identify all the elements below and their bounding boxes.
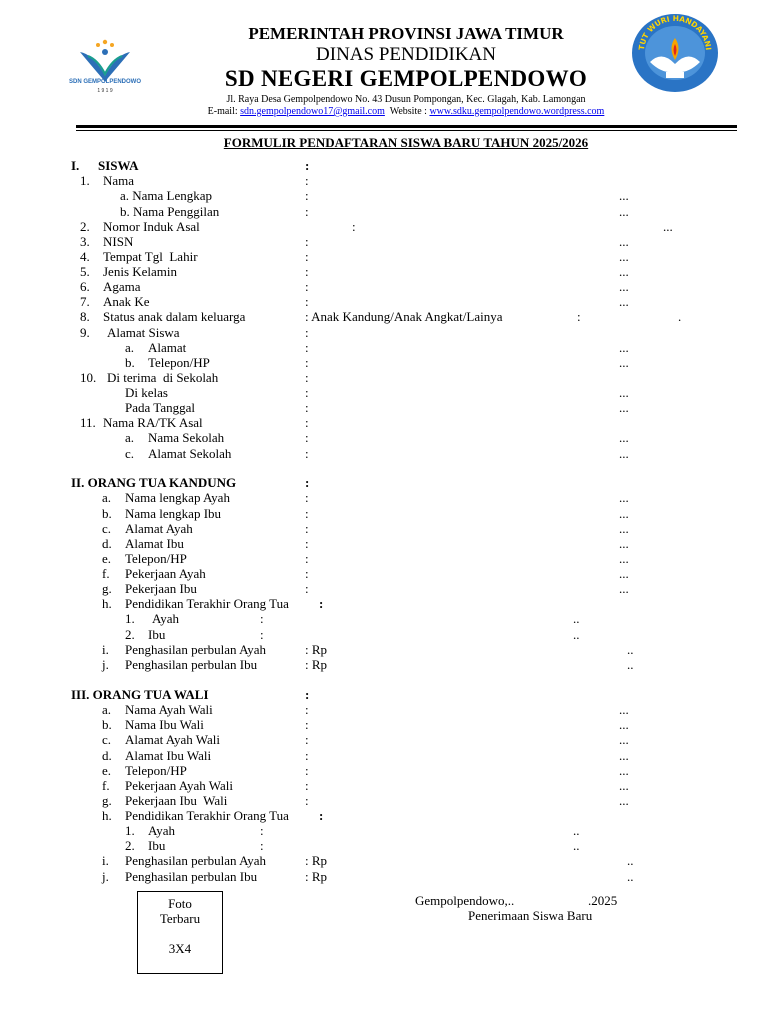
form-line-text: ... — [619, 778, 629, 793]
form-line-text: Di kelas — [125, 385, 168, 400]
form-line-text: ... — [619, 249, 629, 264]
form-line-text: Pada Tanggal — [125, 400, 195, 415]
photo-box — [137, 891, 223, 974]
form-line-text: Tempat Tgl Lahir — [103, 249, 198, 264]
email-link[interactable]: sdn.gempolpendowo17@gmail.com — [240, 106, 385, 117]
form-line-text: II. ORANG TUA KANDUNG — [71, 475, 237, 490]
form-line-text: : — [305, 446, 309, 461]
form-line-text: : — [260, 611, 264, 626]
form-line-text: ... — [619, 506, 629, 521]
form-line-text: : — [305, 430, 309, 445]
form-line-text: I. — [71, 158, 80, 173]
form-line-text: ... — [619, 702, 629, 717]
form-line-text: : — [305, 793, 309, 808]
form-line-text: d. — [102, 748, 112, 763]
header-rule-thin — [76, 130, 737, 131]
form-line-text: f. — [102, 566, 110, 581]
photo-size: 3X4 — [168, 941, 192, 956]
form-line-text: 1. — [80, 173, 90, 188]
form-line-text: SISWA — [98, 158, 139, 173]
form-line-text: Nama lengkap Ayah — [125, 490, 230, 505]
form-line-text: b. — [125, 355, 135, 370]
form-line-text: ... — [619, 717, 629, 732]
form-line-text: .. — [627, 657, 634, 672]
form-line-text: d. — [102, 536, 112, 551]
signature-place-date: Gempolpendowo,.. — [415, 893, 515, 908]
form-line-text: ... — [619, 763, 629, 778]
form-line-text: Anak Ke — [103, 294, 150, 309]
form-line-text: ... — [619, 566, 629, 581]
form-line-text: Nama Ayah Wali — [125, 702, 213, 717]
form-line-text: : Rp — [305, 657, 328, 672]
email-label: E-mail: — [207, 106, 241, 117]
form-line-text: : — [305, 340, 309, 355]
logo-year: 1 9 1 9 — [97, 88, 113, 94]
form-line-text: 4. — [80, 249, 90, 264]
form-line-text: Pekerjaan Ibu — [125, 581, 197, 596]
form-line-text: : — [305, 264, 309, 279]
form-line-text: : — [305, 566, 309, 581]
form-line-text: a. — [102, 702, 112, 717]
form-line-text: Telepon/HP — [125, 551, 187, 566]
school-name: SD NEGERI GEMPOLPENDOWO — [224, 66, 588, 91]
form-line-text: : — [305, 400, 309, 415]
form-line-text: ... — [619, 188, 629, 203]
form-line-text: ... — [619, 340, 629, 355]
form-line-text: : — [305, 279, 309, 294]
form-line-text: Penghasilan perbulan Ayah — [125, 853, 267, 868]
form-line-text: Alamat Ibu Wali — [125, 748, 212, 763]
svg-text:TUT WURI HANDAYANI: TUT WURI HANDAYANI — [637, 13, 713, 51]
form-line-text: ... — [619, 551, 629, 566]
form-line-text: ... — [619, 204, 629, 219]
form-line-text: 1. — [125, 611, 135, 626]
form-line-text: Alamat Ayah — [125, 521, 193, 536]
form-line-text: .. — [627, 853, 634, 868]
form-line-text: : — [305, 355, 309, 370]
form-line-text: b. Nama Penggilan — [120, 204, 220, 219]
form-line-text: .. — [573, 611, 580, 626]
form-line-text: : — [305, 702, 309, 717]
form-line-text: Pekerjaan Ayah — [125, 566, 206, 581]
form-line-text: Alamat Ayah Wali — [125, 732, 220, 747]
form-line-text: i. — [102, 642, 109, 657]
form-line-text: e. — [102, 763, 112, 778]
form-line-text: : — [305, 385, 309, 400]
form-line-text: e. — [102, 551, 112, 566]
form-line-text: h. — [102, 596, 112, 611]
contact-line — [0, 106, 768, 117]
form-line-text: Nama Ibu Wali — [125, 717, 204, 732]
form-line-text: : — [305, 536, 309, 551]
website-link[interactable]: www.sdku.gempolpendowo.wordpress.com — [429, 106, 605, 117]
form-line-text: : — [305, 521, 309, 536]
form-line-text: Alamat Siswa — [107, 325, 180, 340]
form-line-text: Pekerjaan Ayah Wali — [125, 778, 233, 793]
form-line-text: ... — [619, 430, 629, 445]
form-line-text: 2. — [125, 838, 135, 853]
form-line-text: : — [305, 763, 309, 778]
form-line-text: Penghasilan perbulan Ibu — [125, 869, 258, 884]
form-line-text: 9. — [80, 325, 90, 340]
form-line-text: i. — [102, 853, 109, 868]
form-line-text: g. — [102, 581, 112, 596]
form-line-text: : — [305, 370, 309, 385]
form-line-text: Nomor Induk Asal — [103, 219, 200, 234]
form-line-text: b. — [102, 717, 112, 732]
form-line-text: ... — [619, 732, 629, 747]
form-line-text: ... — [619, 446, 629, 461]
form-line-text: : — [305, 249, 309, 264]
form-line-text: c. — [102, 521, 112, 536]
form-line-text: : — [319, 596, 324, 611]
form-line-text: Status anak dalam keluarga — [103, 309, 246, 324]
form-line-text: ... — [619, 490, 629, 505]
form-line-text: .. — [573, 838, 580, 853]
form-line-text: ... — [619, 581, 629, 596]
form-line-text: Nama Sekolah — [148, 430, 225, 445]
logo-caption: SDN GEMPOLPENDOWO — [68, 79, 141, 85]
form-line-text: : — [305, 325, 309, 340]
form-line-text: a. Nama Lengkap — [120, 188, 213, 203]
form-line-text: Penghasilan perbulan Ibu — [125, 657, 258, 672]
form-line-text: a. — [102, 490, 112, 505]
form-line-text: 2. — [80, 219, 90, 234]
form-title: FORMULIR PENDAFTARAN SISWA BARU TAHUN 2025/2026 — [223, 135, 589, 150]
form-line-text: ... — [619, 521, 629, 536]
form-line-text: ... — [619, 748, 629, 763]
form-line-text: : Rp — [305, 853, 328, 868]
form-line-text: : — [260, 838, 264, 853]
form-line-text: ... — [663, 219, 673, 234]
department-name: DINAS PENDIDIKAN — [316, 44, 496, 65]
form-line-text: Alamat — [148, 340, 187, 355]
form-line-text: a. — [125, 430, 135, 445]
form-line-text: c. — [102, 732, 112, 747]
photo-label: Terbaru — [159, 911, 201, 926]
form-line-text: ... — [619, 234, 629, 249]
form-line-text: Telepon/HP — [125, 763, 187, 778]
form-line-text: III. ORANG TUA WALI — [71, 687, 209, 702]
form-line-text: Jenis Kelamin — [103, 264, 178, 279]
form-line-text: ... — [619, 355, 629, 370]
form-line-text: : Rp — [305, 869, 328, 884]
form-line-text: b. — [102, 506, 112, 521]
form-line-text: 5. — [80, 264, 90, 279]
form-line-text: Agama — [103, 279, 141, 294]
form-line-text: : — [305, 415, 309, 430]
form-line-text: Pendidikan Terakhir Orang Tua — [125, 808, 289, 823]
form-line-text: : — [305, 188, 309, 203]
form-line-text: f. — [102, 778, 110, 793]
form-line-text: h. — [102, 808, 112, 823]
form-line-text: 7. — [80, 294, 90, 309]
form-line-text: ... — [619, 536, 629, 551]
government-name: PEMERINTAH PROVINSI JAWA TIMUR — [248, 24, 564, 43]
form-line-text: 8. — [80, 309, 90, 324]
form-line-text: Pendidikan Terakhir Orang Tua — [125, 596, 289, 611]
form-line-text: a. — [125, 340, 135, 355]
form-line-text: : — [305, 748, 309, 763]
form-line-text: 3. — [80, 234, 90, 249]
form-line-text: : — [577, 309, 581, 324]
form-line-text: : — [305, 158, 310, 173]
form-line-text: Nama — [103, 173, 135, 188]
signature-year: .2025 — [588, 893, 618, 908]
form-line-text: ... — [619, 400, 629, 415]
form-line-text: 11. — [80, 415, 96, 430]
form-line-text: : Anak Kandung/Anak Angkat/Lainya — [305, 309, 503, 324]
form-line-text: : — [260, 627, 264, 642]
form-line-text: Ayah — [148, 823, 175, 838]
form-line-text: Penghasilan perbulan Ayah — [125, 642, 267, 657]
form-line-text: : — [305, 173, 309, 188]
form-line-text: g. — [102, 793, 112, 808]
header-rule-thick — [76, 125, 737, 128]
photo-label: Foto — [168, 896, 192, 911]
school-address: Jl. Raya Desa Gempolpendowo No. 43 Dusun Pompongan, Kec. Glagah, Kab. Lamongan — [226, 94, 586, 105]
form-line-text: : — [305, 581, 309, 596]
form-line-text: Alamat Sekolah — [148, 446, 232, 461]
form-line-text: : — [305, 551, 309, 566]
form-line-text: ... — [619, 279, 629, 294]
form-line-text: : — [352, 219, 356, 234]
form-line-text: Nama lengkap Ibu — [125, 506, 222, 521]
form-line-text: Telepon/HP — [148, 355, 210, 370]
form-line-text: : — [305, 490, 309, 505]
form-line-text: : — [260, 823, 264, 838]
form-line-text: 6. — [80, 279, 90, 294]
form-line-text: Nama RA/TK Asal — [103, 415, 203, 430]
form-line-text: . — [678, 309, 682, 324]
form-line-text: Di terima di Sekolah — [107, 370, 219, 385]
form-line-text: Ayah — [152, 611, 179, 626]
form-line-text: : — [305, 506, 309, 521]
form-line-text: ... — [619, 385, 629, 400]
form-line-text: .. — [573, 627, 580, 642]
form-line-text: .. — [627, 642, 634, 657]
form-line-text: j. — [102, 657, 109, 672]
form-line-text: Pekerjaan Ibu Wali — [125, 793, 228, 808]
form-line-text: .. — [573, 823, 580, 838]
form-line-text: 1. — [125, 823, 135, 838]
form-line-text: : — [305, 717, 309, 732]
form-line-text: c. — [125, 446, 135, 461]
form-line-text: Alamat Ibu — [125, 536, 184, 551]
form-line-text: .. — [627, 869, 634, 884]
form-line-text: ... — [619, 793, 629, 808]
form-line-text: : — [305, 204, 309, 219]
form-line-text: : Rp — [305, 642, 328, 657]
form-line-text: 2. — [125, 627, 135, 642]
form-line-text: NISN — [103, 234, 134, 249]
form-line-text: : — [305, 294, 309, 309]
form-line-text: ... — [619, 294, 629, 309]
form-line-text: j. — [102, 869, 109, 884]
form-line-text: : — [319, 808, 324, 823]
form-line-text: : — [305, 475, 310, 490]
form-line-text: : — [305, 234, 309, 249]
form-line-text: : — [305, 687, 310, 702]
website-label: Website : — [384, 106, 430, 117]
signature-role: Penerimaan Siswa Baru — [468, 908, 593, 923]
form-line-text: Ibu — [148, 838, 166, 853]
form-line-text: : — [305, 732, 309, 747]
form-line-text: : — [305, 778, 309, 793]
form-line-text: Ibu — [148, 627, 166, 642]
form-line-text: 10. — [80, 370, 97, 385]
form-line-text: ... — [619, 264, 629, 279]
